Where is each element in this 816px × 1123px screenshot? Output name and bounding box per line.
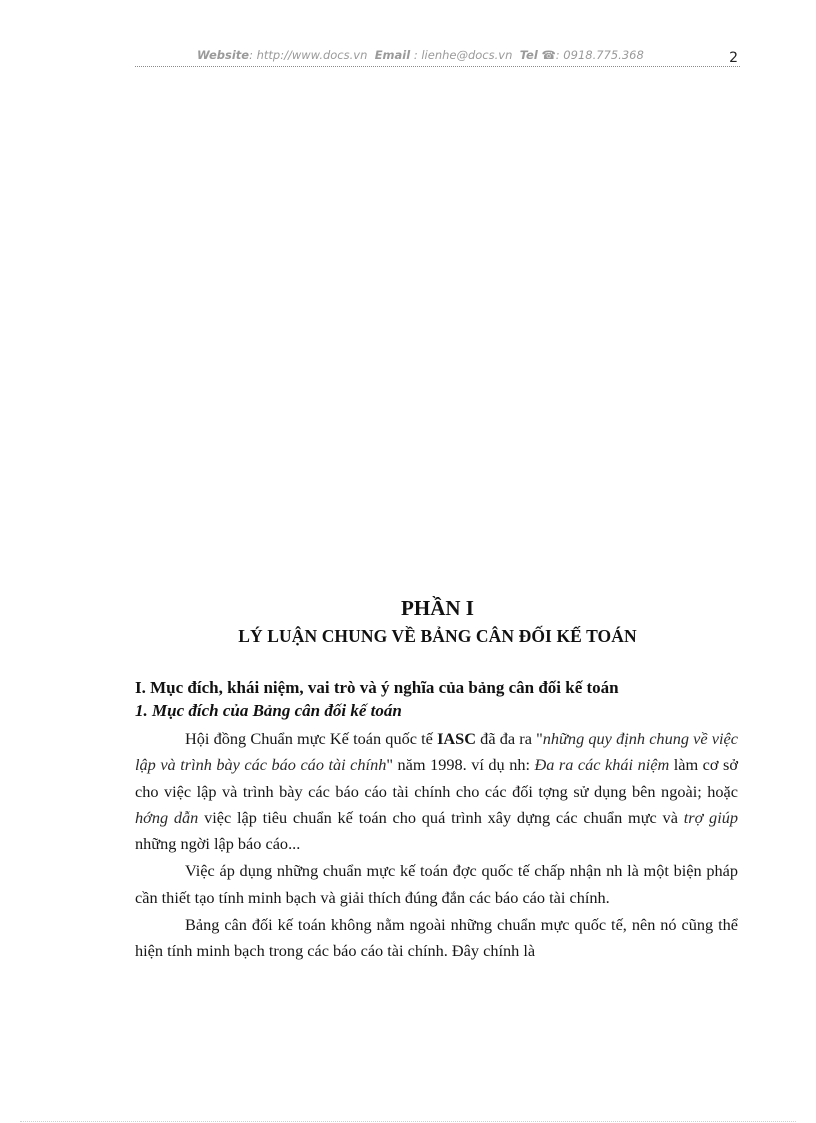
section-subheading: 1. Mục đích của Bảng cân đối kế toán: [135, 701, 402, 720]
tel-value: : 0918.775.368: [555, 48, 644, 62]
footer-divider: [20, 1121, 796, 1122]
iasc-acronym: IASC: [437, 729, 476, 748]
email-link[interactable]: : lienhe@docs.vn: [410, 48, 513, 62]
page-header: [135, 46, 740, 67]
body-text: [135, 726, 738, 966]
header-contact-line: [197, 48, 644, 62]
quoted-title: những quy định chung về việc lập và trình bày các báo cáo tài chính: [135, 729, 739, 775]
tel-label: Tel: [519, 48, 538, 62]
paragraph-1-text-2: đã đa ra ": [476, 729, 543, 748]
section-heading: I. Mục đích, khái niệm, vai trò và ý nghĩa của bảng cân đối kế toán: [135, 678, 619, 697]
email-label: Email: [374, 48, 411, 62]
paragraph-1-text-3: " năm 1998. ví dụ nh:: [386, 755, 535, 775]
paragraph-1-text-1: Hội đồng Chuẩn mực Kế toán quốc tế: [185, 729, 438, 748]
paragraph-1: [135, 726, 738, 857]
page-number: 2: [729, 50, 738, 66]
paragraph-1-text-6: những ngời lập báo cáo...: [135, 834, 301, 854]
italic-phrase-3: trợ giúp: [683, 807, 738, 827]
website-label: Website: [197, 48, 250, 62]
part-title: PHẦN I: [401, 596, 474, 620]
phone-icon: ☎: [541, 48, 556, 62]
paragraph-3: Bảng cân đối kế toán không nằm ngoài những chuẩn mực quốc tế, nên nó cũng thể hiện tính minh bạch trong các báo cáo tài chính. Đây chính là: [135, 915, 738, 961]
paragraph-2: Việc áp dụng những chuẩn mực kế toán đợc quốc tế chấp nhận nh là một biện pháp cần thiết tạo tính minh bạch và giải thích đúng đắn các báo cáo tài chính.: [135, 861, 738, 907]
paragraph-1-text-4: làm cơ sở cho việc lập và trình bày các báo cáo tài chính cho các đối tợng sử dụng bên ngoài; hoặc: [135, 755, 738, 801]
italic-phrase-2: hớng dẫn: [135, 807, 199, 827]
italic-phrase-1: Đa ra các khái niệm: [534, 755, 670, 775]
part-subtitle: LÝ LUẬN CHUNG VỀ BẢNG CÂN ĐỐI KẾ TOÁN: [238, 626, 637, 646]
paragraph-1-text-5: việc lập tiêu chuẩn kế toán cho quá trình xây dựng các chuẩn mực và: [198, 807, 684, 827]
website-link[interactable]: : http://www.docs.vn: [249, 48, 368, 62]
